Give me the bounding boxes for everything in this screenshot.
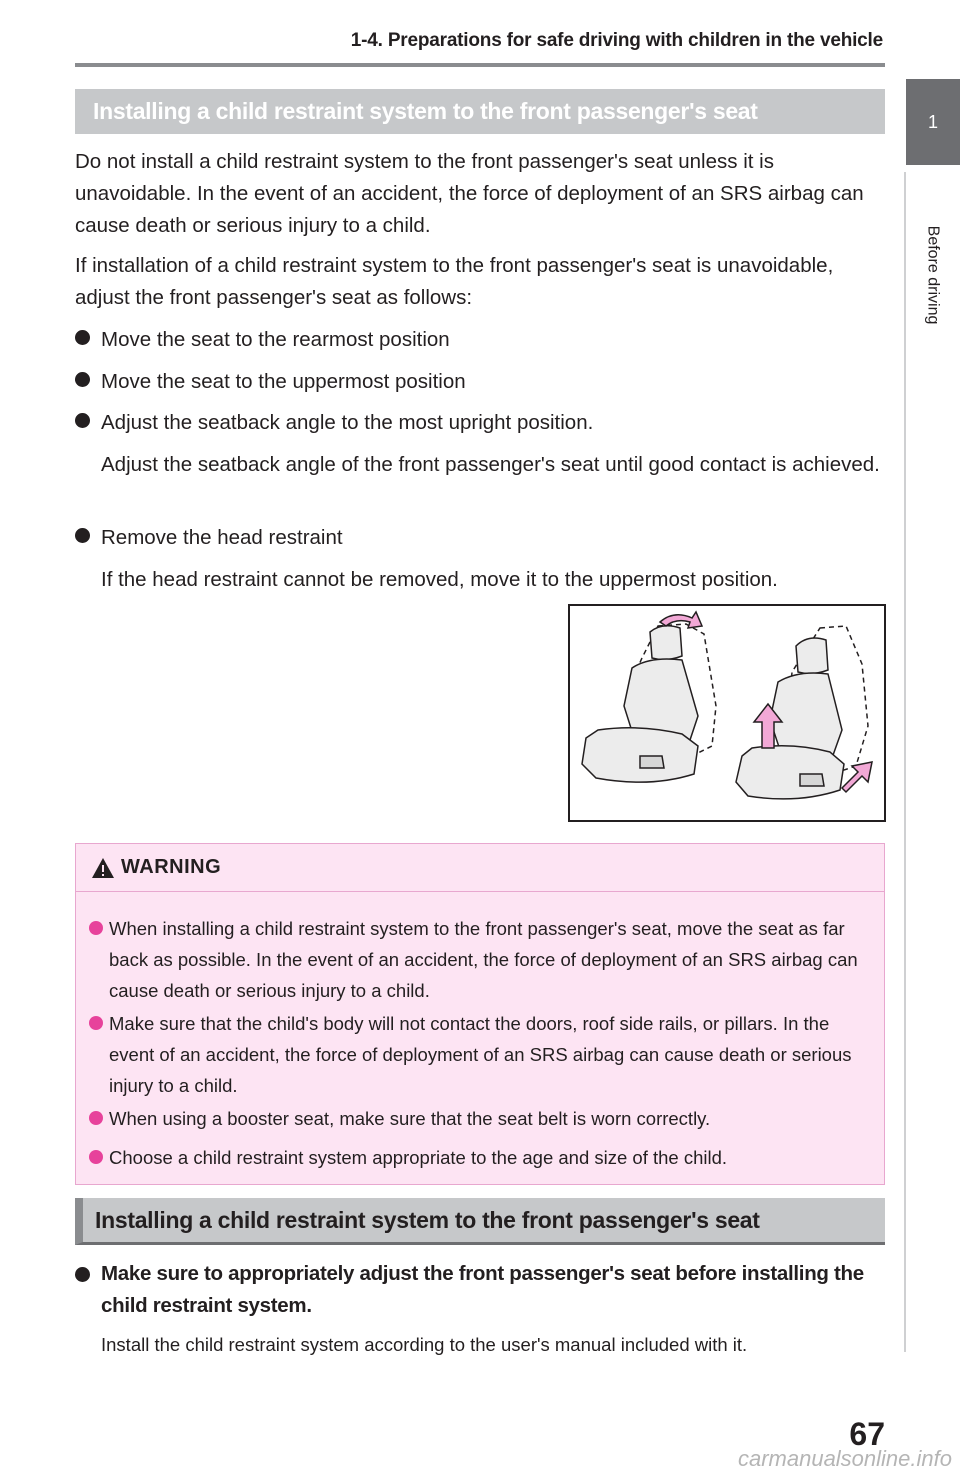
- chapter-label: [907, 225, 957, 325]
- bullet-text: Move the seat to the rearmost position: [101, 328, 450, 351]
- warning-bullet-icon: [89, 1111, 103, 1125]
- warning-bullet-icon: [89, 1016, 103, 1030]
- warning-item: [89, 1008, 869, 1101]
- side-divider: [904, 172, 906, 1352]
- bullet-text: Remove the head restraint: [101, 526, 343, 549]
- bullet-dot: [75, 372, 90, 387]
- warning-item-text: Choose a child restraint system appropriate to the age and size of the child.: [109, 1147, 728, 1168]
- bullet-uppermost: [75, 366, 466, 398]
- chapter-tab[interactable]: 1: [906, 79, 960, 165]
- intro-paragraph: Do not install a child restraint system to the front passenger's seat unless it is unavoidable. In the event of an accident, the force of deployment of an SRS airbag can cause death or serious injury to a child.: [75, 150, 864, 237]
- bullet-dot: [75, 528, 90, 543]
- chapter-label-text: Before driving: [924, 225, 941, 325]
- page-number: 67: [849, 1416, 885, 1452]
- seat-right-illustration: [736, 626, 868, 799]
- seat-left-illustration: [582, 624, 716, 782]
- bullet-dot: [75, 1267, 90, 1282]
- warning-box: [75, 843, 885, 1185]
- seatback-note: Adjust the seatback angle of the front passenger's seat until good contact is achieved.: [101, 453, 880, 476]
- head-restraint-note: If the head restraint cannot be removed, move it to the uppermost position.: [101, 568, 778, 591]
- warning-item: [89, 913, 869, 1006]
- section-heading-1: [75, 89, 885, 134]
- warning-item-text: When installing a child restraint system to the front passenger's seat, move the seat as far back as possible. In the event of an accident, the force of deployment of an SRS airbag can cause death or serious injury to a child.: [109, 918, 858, 1001]
- bullet-dot: [75, 413, 90, 428]
- bullet-text: Move the seat to the uppermost position: [101, 370, 466, 393]
- bullet-dot: [75, 330, 90, 345]
- section-heading-2: [75, 1198, 885, 1245]
- section-title-1: Installing a child restraint system to the front passenger's seat: [93, 98, 758, 124]
- adjust-paragraph: If installation of a child restraint system to the front passenger's seat is unavoidable, adjust the front passenger's seat as follows:: [75, 254, 834, 309]
- header-title: 1-4. Preparations for safe driving with children in the vehicle: [350, 30, 883, 51]
- section-title-2: Installing a child restraint system to the front passenger's seat: [95, 1207, 760, 1233]
- bullet-head-restraint: [75, 522, 343, 554]
- bullet-seatback: [75, 407, 593, 439]
- watermark: carmanualsonline.info: [737, 1446, 952, 1471]
- recline-arrow: [660, 612, 702, 628]
- bullet-rearmost: [75, 324, 450, 356]
- seat-illustration: [570, 606, 884, 820]
- warning-item: [89, 1103, 869, 1134]
- header-rule: [75, 63, 885, 67]
- manual-note: Install the child restraint system according to the user's manual included with it.: [101, 1334, 748, 1355]
- warning-label: WARNING: [121, 856, 222, 878]
- warning-item-text: Make sure that the child's body will not contact the doors, roof side rails, or pillars. In the event of an accident, the force of deployment of an SRS airbag can cause death or serious injury to a child.: [109, 1013, 852, 1096]
- warning-bullet-icon: [89, 1150, 103, 1164]
- warning-bullet-icon: [89, 921, 103, 935]
- warning-item: [89, 1142, 869, 1173]
- warning-triangle-icon: [91, 857, 115, 879]
- adjust-seat-text: Make sure to appropriately adjust the front passenger's seat before installing the child restraint system.: [101, 1262, 864, 1317]
- slide-back-arrow: [842, 762, 872, 792]
- adjust-seat-bullet: [75, 1258, 887, 1322]
- warning-header: [76, 844, 884, 892]
- warning-item-text: When using a booster seat, make sure that the seat belt is worn correctly.: [109, 1108, 711, 1129]
- bullet-text: Adjust the seatback angle to the most upright position.: [101, 411, 594, 434]
- seat-adjustment-figure: [568, 604, 886, 822]
